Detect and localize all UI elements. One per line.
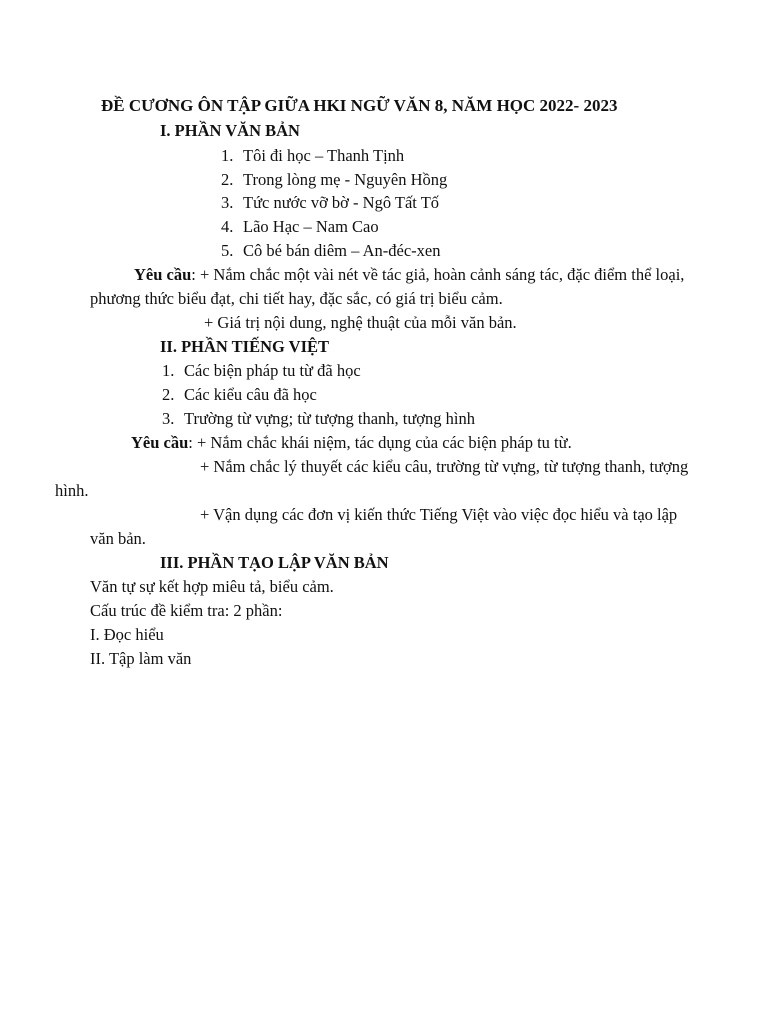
list-text: Các biện pháp tu từ đã học — [184, 361, 361, 380]
section3-text: Văn tự sự kết hợp miêu tả, biểu cảm. — [90, 577, 334, 596]
list-item — [221, 217, 379, 237]
list-number: 2. — [221, 170, 234, 189]
list-number: 1. — [162, 361, 175, 380]
list-text: Tức nước vỡ bờ - Ngô Tất Tố — [243, 193, 440, 212]
list-text: Cô bé bán diêm – An-đéc-xen — [243, 241, 441, 260]
list-number: 1. — [221, 146, 234, 165]
list-number: 3. — [162, 409, 175, 428]
list-item — [162, 409, 475, 429]
requirement-text: : + Nắm chắc một vài nét về tác giả, hoàn cảnh sáng tác, đặc điểm thể loại, — [191, 265, 685, 284]
list-text: Lão Hạc – Nam Cao — [243, 217, 379, 236]
list-number: 4. — [221, 217, 234, 236]
requirement-text: + Giá trị nội dung, nghệ thuật của mỗi văn bản. — [204, 313, 517, 332]
list-item — [162, 385, 317, 405]
list-number: 3. — [221, 193, 234, 212]
requirement-text: + Vận dụng các đơn vị kiến thức Tiếng Việt vào việc đọc hiểu và tạo lập — [200, 505, 678, 524]
list-item — [221, 170, 447, 190]
section3-heading: III. PHẦN TẠO LẬP VĂN BẢN — [160, 553, 389, 572]
list-item — [221, 193, 439, 213]
section1-heading: I. PHẦN VĂN BẢN — [160, 121, 300, 140]
section2-heading: II. PHẦN TIẾNG VIỆT — [160, 337, 330, 356]
list-text: Tôi đi học – Thanh Tịnh — [243, 146, 405, 165]
list-number: 5. — [221, 241, 234, 260]
requirement-text: : + Nắm chắc khái niệm, tác dụng của các biện pháp tu từ. — [188, 433, 572, 452]
list-text: Các kiểu câu đã học — [184, 385, 317, 404]
section3-text: I. Đọc hiểu — [90, 625, 164, 644]
list-item — [162, 361, 361, 381]
requirement-text: phương thức biểu đạt, chi tiết hay, đặc sắc, có giá trị biểu cảm. — [90, 289, 503, 308]
requirement-label: Yêu cầu — [134, 265, 192, 284]
list-item — [221, 241, 440, 261]
list-item — [221, 146, 404, 166]
list-text: Trong lòng mẹ - Nguyên Hồng — [243, 170, 448, 189]
requirement-text: + Nắm chắc lý thuyết các kiểu câu, trường từ vựng, từ tượng thanh, tượng — [200, 457, 689, 476]
requirement-text: hình. — [55, 481, 89, 500]
list-text: Trường từ vựng; từ tượng thanh, tượng hình — [184, 409, 475, 428]
requirement-text: văn bản. — [90, 529, 146, 548]
section3-text: II. Tập làm văn — [90, 649, 192, 668]
requirement-label: Yêu cầu — [131, 433, 189, 452]
section1-requirement — [134, 265, 684, 285]
section3-text: Cấu trúc đề kiểm tra: 2 phần: — [90, 601, 283, 620]
document-title: ĐỀ CƯƠNG ÔN TẬP GIỮA HKI NGỮ VĂN 8, NĂM HỌC 2022- 2023 — [101, 96, 618, 115]
list-number: 2. — [162, 385, 175, 404]
section2-requirement — [131, 433, 572, 453]
